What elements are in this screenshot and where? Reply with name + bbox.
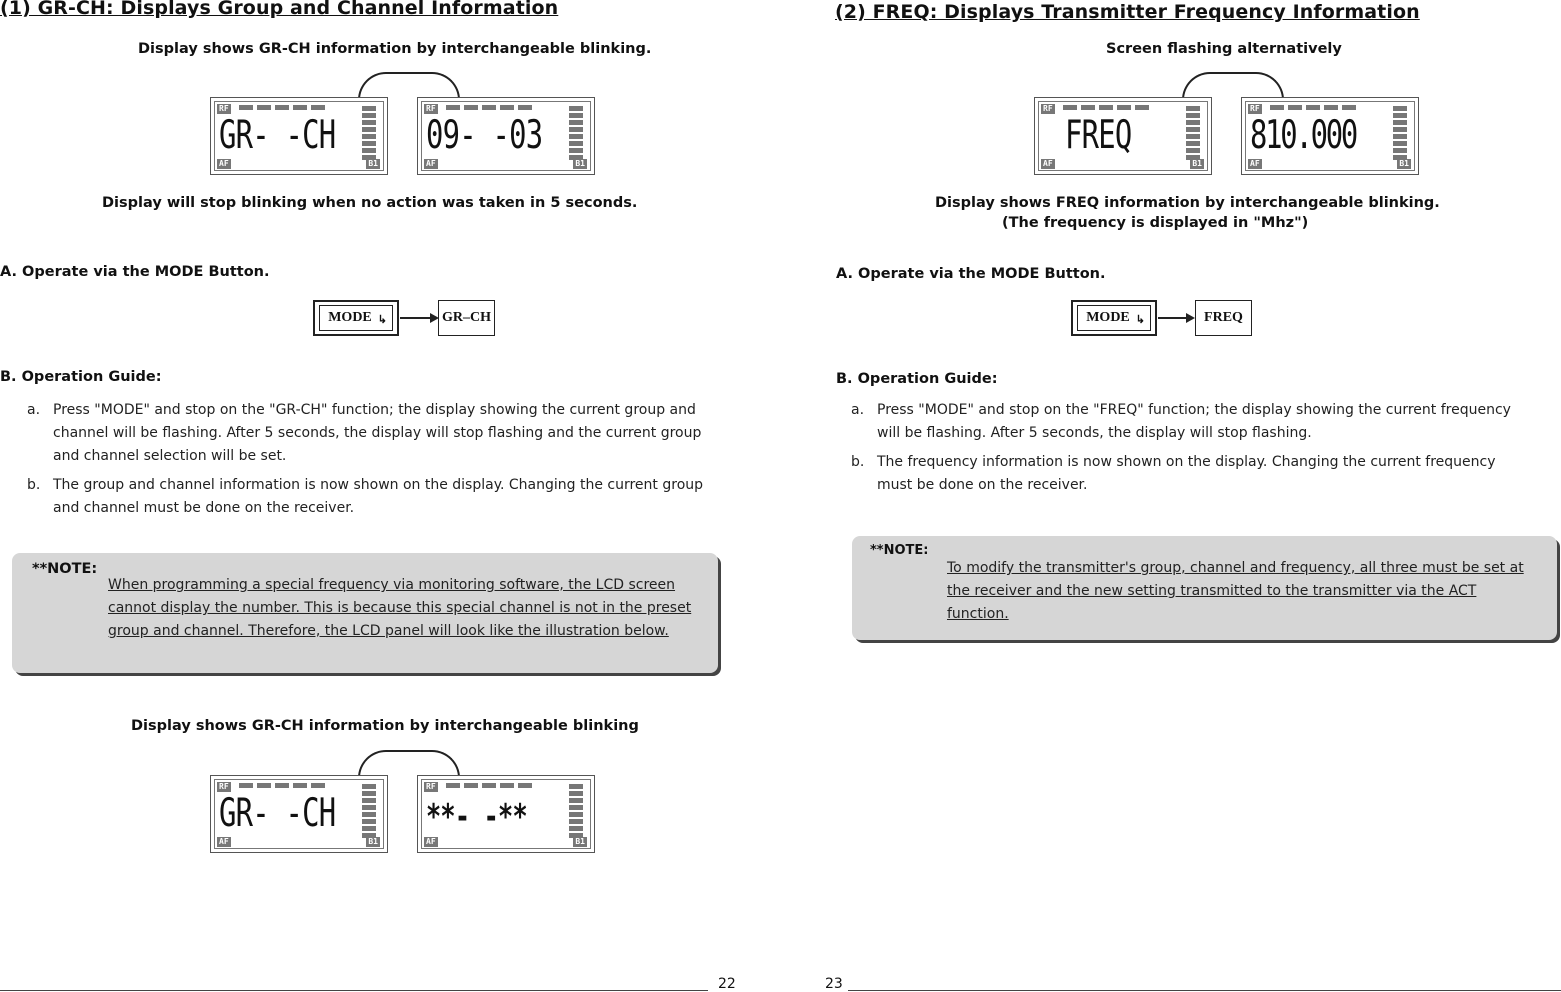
note-label: **NOTE: [32, 561, 98, 577]
lcd-segment-text: **- -** [426, 797, 527, 837]
rf-indicator: RF [219, 104, 229, 113]
left-page-number: 22 [718, 976, 736, 992]
note-label: **NOTE: [870, 543, 929, 558]
right-operation-list [851, 399, 1531, 497]
left-mode-button [313, 300, 399, 336]
note-text: When programming a special frequency via monitoring software, the LCD screen cannot display the number. This is because this special channel is not in the preset group and channel. Therefore, the LCD panel will look like the illustration below. [108, 577, 692, 639]
af-indicator: AF [426, 159, 436, 168]
left-caption-stop-blinking: Display will stop blinking when no action was taken in 5 seconds. [102, 195, 638, 211]
mode-label: MODE [328, 310, 372, 325]
rf-indicator: RF [426, 104, 436, 113]
left-section-b-heading: B. Operation Guide: [0, 369, 162, 385]
list-item [27, 399, 717, 468]
right-caption-mhz: (The frequency is displayed in "Mhz") [1002, 215, 1309, 231]
lcd-display-frequency-value [1241, 97, 1419, 175]
left-caption-blinking: Display shows GR-CH information by interchangeable blinking. [138, 41, 652, 57]
mode-arrow-icon: ↳ [1135, 314, 1145, 326]
lcd-segment-text: GR- -CH [219, 113, 336, 158]
list-marker: b. [27, 477, 41, 493]
right-caption-flashing: Screen flashing alternatively [1106, 41, 1342, 57]
left-grch-target-box: GR–CH [438, 300, 495, 336]
right-note-box [852, 536, 1557, 640]
rf-level-bars [239, 105, 325, 110]
right-caption-freq-blinking: Display shows FREQ information by interchangeable blinking. [935, 195, 1440, 211]
left-blink-arc-top [358, 72, 460, 100]
lcd-display-gr-ch-2 [210, 775, 388, 853]
af-level-bars [362, 784, 376, 838]
right-flow-arrow [1158, 317, 1188, 319]
list-item [27, 474, 717, 520]
list-text: The group and channel information is now shown on the display. Changing the current group and channel must be done on the receiver. [53, 477, 704, 516]
right-section-a-heading: A. Operate via the MODE Button. [836, 266, 1106, 282]
left-flow-arrow [400, 317, 434, 319]
af-indicator: AF [219, 159, 229, 168]
lcd-segment-text: 810.000 [1250, 113, 1357, 158]
mode-label: MODE [1086, 310, 1130, 325]
right-flow-arrowhead-icon [1186, 313, 1195, 323]
rf-level-bars [1063, 105, 1149, 110]
right-mode-button [1071, 300, 1157, 336]
list-text: The frequency information is now shown on the display. Changing the current frequency must be done on the receiver. [877, 454, 1496, 493]
lcd-segment-text: FREQ [1065, 113, 1132, 158]
battery-indicator: B1 [1399, 159, 1409, 168]
lcd-display-freq [1034, 97, 1212, 175]
left-note-box [12, 553, 718, 673]
battery-indicator: B1 [575, 837, 585, 846]
list-text: Press "MODE" and stop on the "FREQ" function; the display showing the current frequency will be flashing. After 5 seconds, the display will stop flashing. [877, 402, 1511, 441]
list-text: Press "MODE" and stop on the "GR-CH" function; the display showing the current group and channel will be flashing. After 5 seconds, the display will stop flashing and the current group and channel selection will be set. [53, 402, 702, 464]
right-freq-target-box: FREQ [1195, 300, 1252, 336]
battery-indicator: B1 [368, 159, 378, 168]
mode-arrow-icon: ↳ [377, 314, 387, 326]
right-blink-arc [1182, 72, 1284, 100]
rf-indicator: RF [1250, 104, 1260, 113]
left-section-title: (1) GR-CH: Displays Group and Channel Information [0, 0, 559, 19]
lcd-segment-text: GR- -CH [219, 791, 336, 836]
left-blink-arc-bottom [358, 750, 460, 778]
right-page-number: 23 [825, 976, 843, 992]
lcd-display-group-channel-value [417, 97, 595, 175]
af-indicator: AF [426, 837, 436, 846]
list-item [851, 451, 1531, 497]
rf-indicator: RF [219, 782, 229, 791]
list-item [851, 399, 1531, 445]
af-indicator: AF [1250, 159, 1260, 168]
rf-level-bars [446, 783, 532, 788]
note-text: To modify the transmitter's group, channel and frequency, all three must be set at the receiver and the new setting transmitted to the transmitter via the ACT function. [947, 560, 1524, 622]
lcd-display-unknown-channel [417, 775, 595, 853]
af-level-bars [569, 784, 583, 838]
right-section-title: (2) FREQ: Displays Transmitter Frequency Information [835, 1, 1420, 23]
af-level-bars [569, 106, 583, 160]
left-operation-list [27, 399, 717, 520]
rf-indicator: RF [1043, 104, 1053, 113]
left-caption-blinking-2: Display shows GR-CH information by interchangeable blinking [131, 718, 639, 734]
list-marker: a. [27, 402, 41, 418]
rf-level-bars [446, 105, 532, 110]
battery-indicator: B1 [368, 837, 378, 846]
battery-indicator: B1 [575, 159, 585, 168]
right-section-b-heading: B. Operation Guide: [836, 371, 998, 387]
rf-level-bars [239, 783, 325, 788]
battery-indicator: B1 [1192, 159, 1202, 168]
lcd-display-gr-ch [210, 97, 388, 175]
left-section-a-heading: A. Operate via the MODE Button. [0, 264, 270, 280]
lcd-segment-text: 09- -03 [426, 113, 543, 158]
af-level-bars [1186, 106, 1200, 160]
rf-level-bars [1270, 105, 1356, 110]
af-level-bars [362, 106, 376, 160]
af-indicator: AF [219, 837, 229, 846]
list-marker: a. [851, 402, 865, 418]
list-marker: b. [851, 454, 865, 470]
left-footer-rule [0, 990, 708, 991]
af-indicator: AF [1043, 159, 1053, 168]
right-footer-rule [848, 990, 1561, 991]
af-level-bars [1393, 106, 1407, 160]
rf-indicator: RF [426, 782, 436, 791]
